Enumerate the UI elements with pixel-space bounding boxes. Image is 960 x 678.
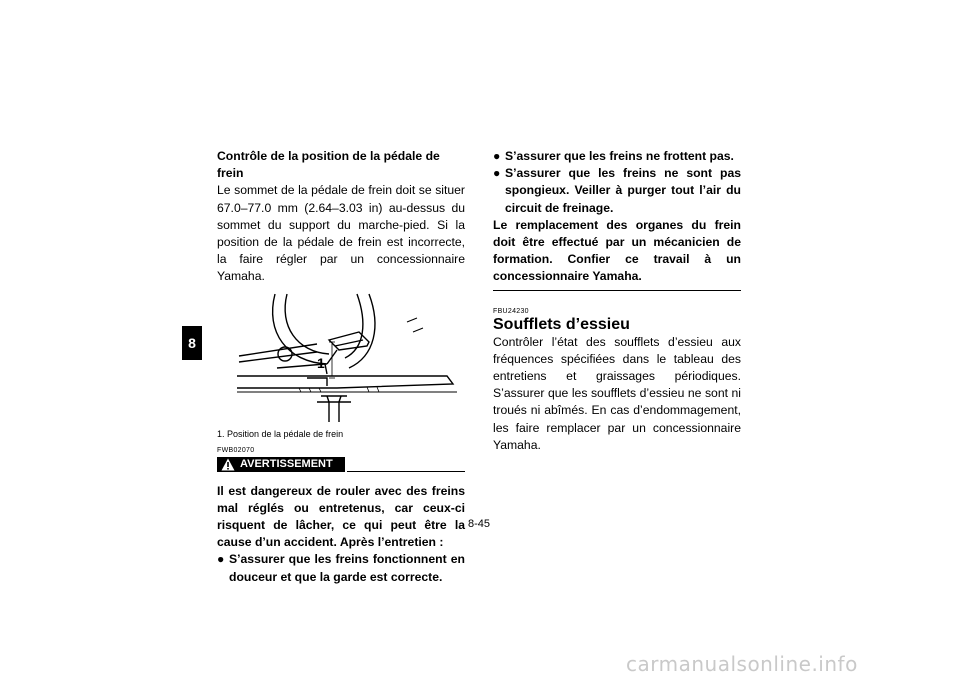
list-item: [493, 165, 741, 217]
bullet-text: S’assurer que les freins ne frottent pas.: [505, 149, 734, 163]
replacement-note: Le remplacement des organes du frein doit être effectué par un mécanicien de formation. Confier ce travail à un concessionnaire Yamaha.: [493, 217, 741, 284]
section-title: Soufflets d’essieu: [493, 315, 630, 333]
figure-callout-1: 1: [317, 354, 325, 371]
warning-label: AVERTISSEMENT: [240, 457, 333, 470]
section-text: Contrôler l’état des soufflets d’essieu aux fréquences spécifiées dans le tableau des entretiens et graissages périodiques. S’assurer que les soufflets d’essieu ne sont ni troués ni abîmés. En cas d’endommagement, les faire remplacer par un concessionnaire Yamaha.: [493, 334, 741, 452]
warning-code: FWB02070: [217, 446, 255, 454]
warning-badge: [217, 457, 345, 472]
bullet-text: S’assurer que les freins fonctionnent en douceur et que la garde est correcte.: [229, 552, 465, 584]
bullet-icon: ●: [493, 166, 501, 181]
page-number: 8-45: [468, 518, 491, 530]
section-code: FBU24230: [493, 307, 529, 315]
brake-pedal-paragraph: Le sommet de la pédale de frein doit se situer 67.0–77.0 mm (2.64–3.03 in) au-dessus du sommet du support du marche-pied. Si la position de la pédale de frein est incorrecte, la faire régler par un concessionnaire Yamaha.: [217, 183, 465, 284]
left-column: [217, 148, 465, 586]
section-rule: [493, 290, 741, 291]
list-item: [493, 148, 741, 165]
figure-caption: 1. Position de la pédale de frein: [217, 428, 344, 439]
warning-header: [217, 457, 465, 473]
bullet-icon: ●: [493, 149, 501, 163]
bullet-text: S’assurer que les freins ne sont pas spongieux. Veiller à purger tout l’air du circuit de freinage.: [505, 166, 741, 215]
warning-triangle-icon: [221, 458, 235, 471]
brake-pedal-figure: [217, 292, 461, 422]
warning-text: Il est dangereux de rouler avec des freins mal réglés ou entretenus, car ceux-ci risquent de lâcher, ce qui peut être la cause d’un accident. Après l’entretien :: [217, 483, 465, 550]
chapter-tab: 8: [182, 326, 202, 360]
bullet-icon: ●: [217, 552, 225, 567]
watermark: carmanualsonline.info: [626, 652, 858, 676]
warning-rule: [347, 471, 465, 472]
warning-bullet: [217, 551, 465, 585]
brake-pedal-heading: Contrôle de la position de la pédale de frein: [217, 149, 440, 181]
right-column: [493, 148, 741, 454]
